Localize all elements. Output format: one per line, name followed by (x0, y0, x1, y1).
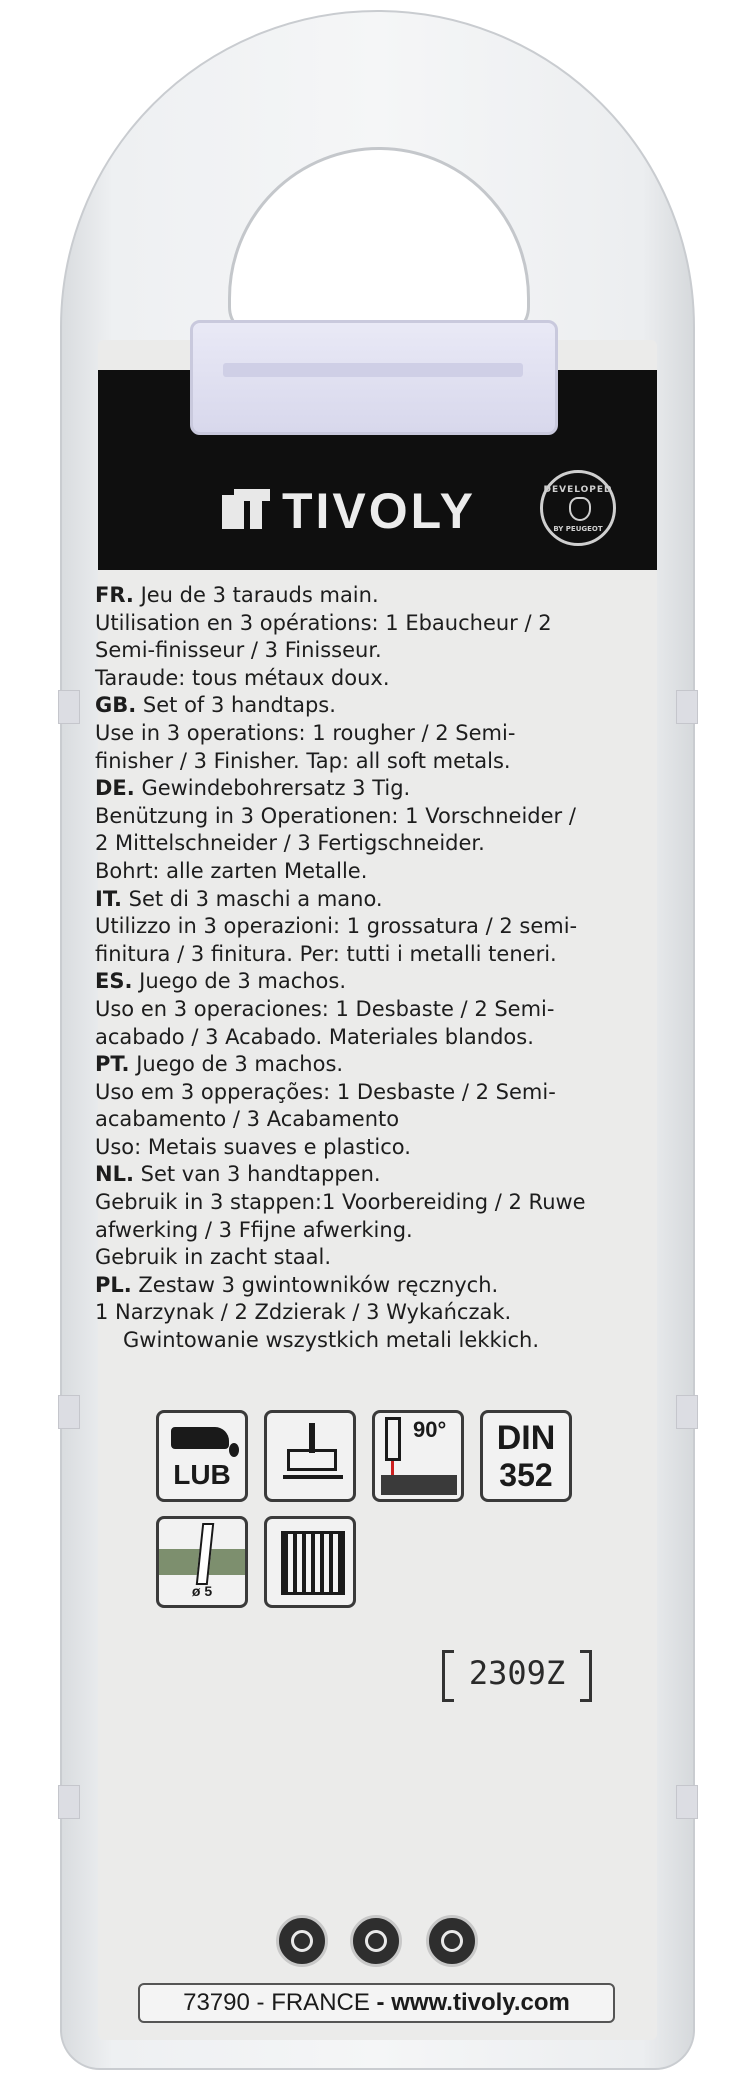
din-line1: DIN (496, 1419, 556, 1457)
lion-icon (569, 497, 591, 521)
oil-can-icon (171, 1427, 229, 1449)
description-text: Utilisation en 3 opérations: 1 Ebaucheur / 2 (95, 610, 552, 635)
description-text: Set of 3 handtaps. (136, 693, 336, 718)
blister-tab-right-2 (676, 1395, 698, 1429)
clip-bar (223, 363, 523, 377)
description-text: Bohrt: alle zarten Metalle. (95, 858, 368, 883)
description-line (95, 913, 655, 941)
description-line (95, 1134, 655, 1162)
lot-number: 2309Z (468, 1654, 566, 1692)
tivoly-logo (222, 482, 476, 540)
language-code: DE. (95, 776, 135, 801)
description-text: Set van 3 handtappen. (133, 1162, 381, 1187)
tivoly-logo-icon (222, 489, 272, 533)
drill-icon (385, 1417, 401, 1461)
description-line (95, 1106, 655, 1134)
footer-sep-1: - (249, 1989, 272, 2016)
product-ref: 73790 (183, 1989, 250, 2016)
description-line (95, 803, 655, 831)
brand-name: TIVOLY (282, 483, 476, 539)
description-text: afwerking / 3 Ffijne afwerking. (95, 1217, 413, 1242)
peugeot-badge (540, 470, 616, 546)
drill-diameter-pictogram (156, 1516, 248, 1608)
vise-pictogram (264, 1410, 356, 1502)
description-text: Gebruik in 3 stappen:1 Voorbereiding / 2 Ruwe (95, 1190, 586, 1215)
oil-drop-icon (229, 1443, 239, 1457)
lot-number-stamp (442, 1650, 592, 1702)
description-text: acabado / 3 Acabado. Materiales blandos. (95, 1024, 534, 1049)
blister-tab-right-1 (676, 690, 698, 724)
description-line (95, 1244, 655, 1272)
description-line (95, 996, 655, 1024)
description-line (95, 720, 655, 748)
description-text: finisher / 3 Finisher. Tap: all soft metals. (95, 748, 511, 773)
description-text: Semi-finisseur / 3 Finisseur. (95, 638, 382, 663)
description-line (95, 665, 655, 693)
qr-code (264, 1516, 356, 1608)
description-line (95, 886, 655, 914)
goggles-icon (350, 1915, 402, 1967)
description-line (95, 748, 655, 776)
language-code: IT. (95, 886, 122, 911)
description-line (95, 941, 655, 969)
lubricant-pictogram (156, 1410, 248, 1502)
website-url: www.tivoly.com (391, 1989, 570, 2016)
description-text: Uso en 3 operaciones: 1 Desbaste / 2 Semi- (95, 996, 555, 1021)
perpendicular-pictogram (372, 1410, 464, 1502)
lub-label: LUB (173, 1459, 231, 1490)
country: FRANCE (271, 1989, 370, 2016)
language-code: ES. (95, 969, 133, 994)
product-description (95, 582, 655, 1355)
description-text: Uso em 3 opperações: 1 Desbaste / 2 Semi- (95, 1079, 556, 1104)
description-text: Zestaw 3 gwintowników ręcznych. (131, 1272, 499, 1297)
description-text: Utilizzo in 3 operazioni: 1 grossatura / 2 semi- (95, 914, 578, 939)
language-code: FR. (95, 583, 134, 607)
din-pictogram (480, 1410, 572, 1502)
blister-clip (190, 320, 558, 435)
language-code: NL. (95, 1162, 134, 1187)
description-line (95, 1079, 655, 1107)
description-text: Gebruik in zacht staal. (95, 1245, 332, 1270)
description-text: Gewindebohrersatz 3 Tig. (134, 776, 411, 801)
description-line (95, 1299, 655, 1327)
description-line (95, 692, 655, 720)
description-line (95, 1161, 655, 1189)
description-line (95, 968, 655, 996)
hang-hole (228, 147, 530, 337)
description-text: 1 Narzynak / 2 Zdzierak / 3 Wykańczak. (95, 1300, 512, 1325)
description-line (95, 775, 655, 803)
blister-tab-left-2 (58, 1395, 80, 1429)
badge-bottom-text: BY PEUGEOT (553, 525, 603, 533)
blister-tab-right-3 (676, 1785, 698, 1819)
ear-protection-icon (426, 1915, 478, 1967)
description-line (95, 1217, 655, 1245)
description-line (95, 830, 655, 858)
blister-tab-left-1 (58, 690, 80, 724)
description-text: Use in 3 operations: 1 rougher / 2 Semi- (95, 720, 516, 745)
description-text: Juego de 3 machos. (129, 1052, 344, 1077)
description-line (95, 1272, 655, 1300)
description-text: Set di 3 maschi a mano. (121, 886, 383, 911)
description-text: Jeu de 3 tarauds main. (133, 583, 379, 607)
description-line (95, 858, 655, 886)
blister-tab-left-3 (58, 1785, 80, 1819)
language-code: GB. (95, 693, 137, 718)
description-text: Gwintowanie wszystkich metali lekkich. (123, 1328, 539, 1353)
description-line (95, 582, 655, 610)
language-code: PL. (95, 1272, 132, 1297)
description-line (95, 610, 655, 638)
footer-reference (138, 1983, 615, 2023)
description-text: Taraude: tous métaux doux. (95, 665, 390, 690)
din-line2: 352 (499, 1457, 553, 1493)
description-text: Benützung in 3 Operationen: 1 Vorschneider / (95, 803, 576, 828)
description-text: acabamento / 3 Acabamento (95, 1107, 400, 1132)
description-text: finitura / 3 finitura. Per: tutti i metalli teneri. (95, 941, 557, 966)
description-text: Uso: Metais suaves e plastico. (95, 1134, 411, 1159)
description-line (95, 637, 655, 665)
language-code: PT. (95, 1052, 130, 1077)
gloves-icon (276, 1915, 328, 1967)
description-line (95, 1024, 655, 1052)
description-line (95, 1051, 655, 1079)
diameter-label: ø 5 (191, 1583, 213, 1599)
description-text: Juego de 3 machos. (132, 969, 347, 994)
description-line (95, 1327, 655, 1355)
description-text: 2 Mittelschneider / 3 Fertigschneider. (95, 831, 485, 856)
angle-label: 90° (413, 1417, 447, 1442)
footer-sep-2: - (369, 1989, 392, 2016)
description-line (95, 1189, 655, 1217)
qr-code-icon (281, 1531, 345, 1595)
badge-top-text: DEVELOPED (543, 485, 613, 495)
